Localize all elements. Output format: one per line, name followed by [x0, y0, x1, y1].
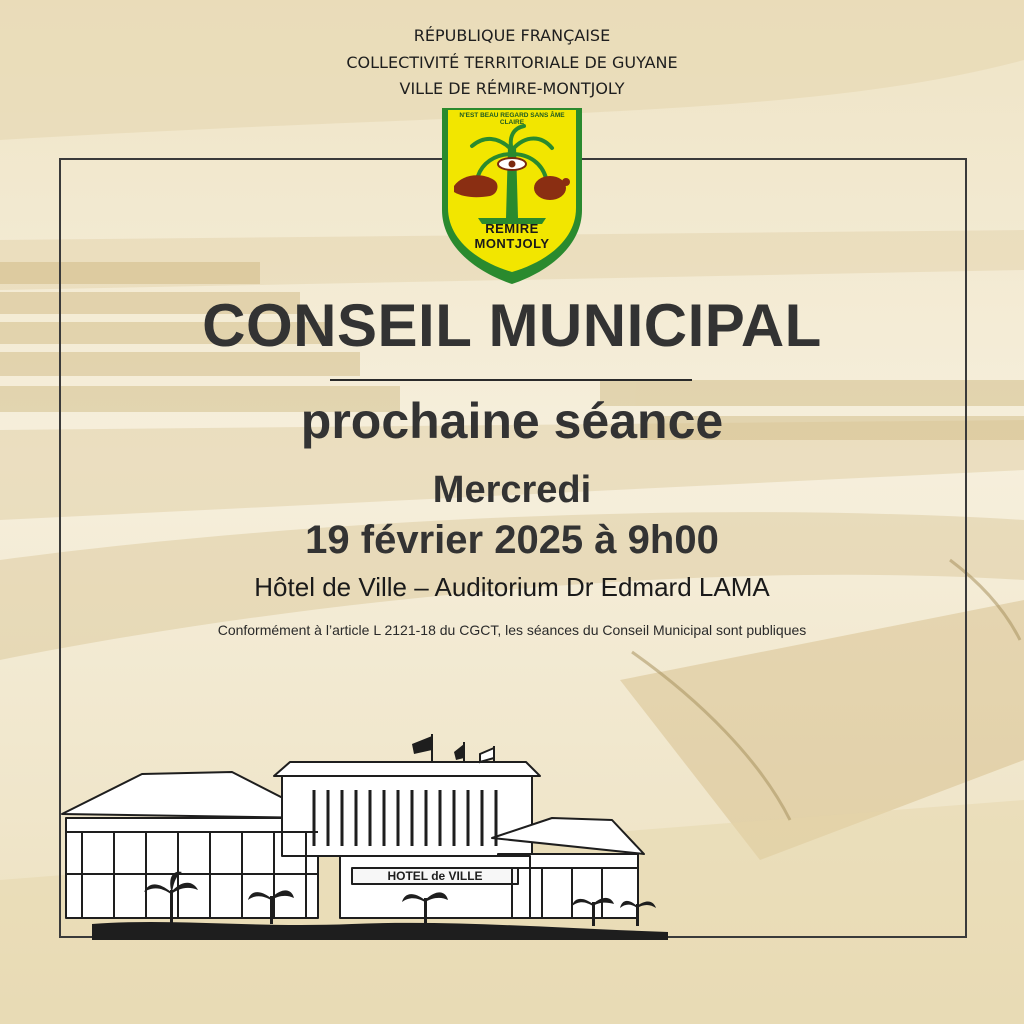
- header-line-republic: RÉPUBLIQUE FRANÇAISE: [413, 26, 611, 45]
- crest-town-name: [448, 221, 576, 251]
- page-subtitle: prochaine séance: [300, 393, 724, 449]
- crest-town-line1: REMIRE: [485, 221, 539, 236]
- city-crest-icon: [438, 106, 586, 286]
- header-line-collectivity: COLLECTIVITÉ TERRITORIALE DE GUYANE: [346, 53, 678, 72]
- header-line-city: VILLE DE RÉMIRE-MONTJOLY: [399, 79, 625, 98]
- meeting-date-time: 19 février 2025 à 9h00: [305, 518, 719, 562]
- town-hall-sign: HOTEL de VILLE: [387, 869, 483, 883]
- meeting-place: Hôtel de Ville – Auditorium Dr Edmard LAMA: [254, 572, 770, 602]
- town-hall-illustration: [52, 728, 672, 946]
- crest-motto: N'EST BEAU REGARD SANS ÂME CLAIRE: [459, 112, 565, 126]
- legal-note: Conformément à l’article L 2121-18 du CGCT, les séances du Conseil Municipal sont publiques: [217, 622, 807, 638]
- page-title: CONSEIL MUNICIPAL: [202, 292, 822, 359]
- title-divider: [330, 379, 692, 381]
- meeting-day: Mercredi: [432, 469, 592, 511]
- crest-town-line2: MONTJOLY: [474, 236, 550, 251]
